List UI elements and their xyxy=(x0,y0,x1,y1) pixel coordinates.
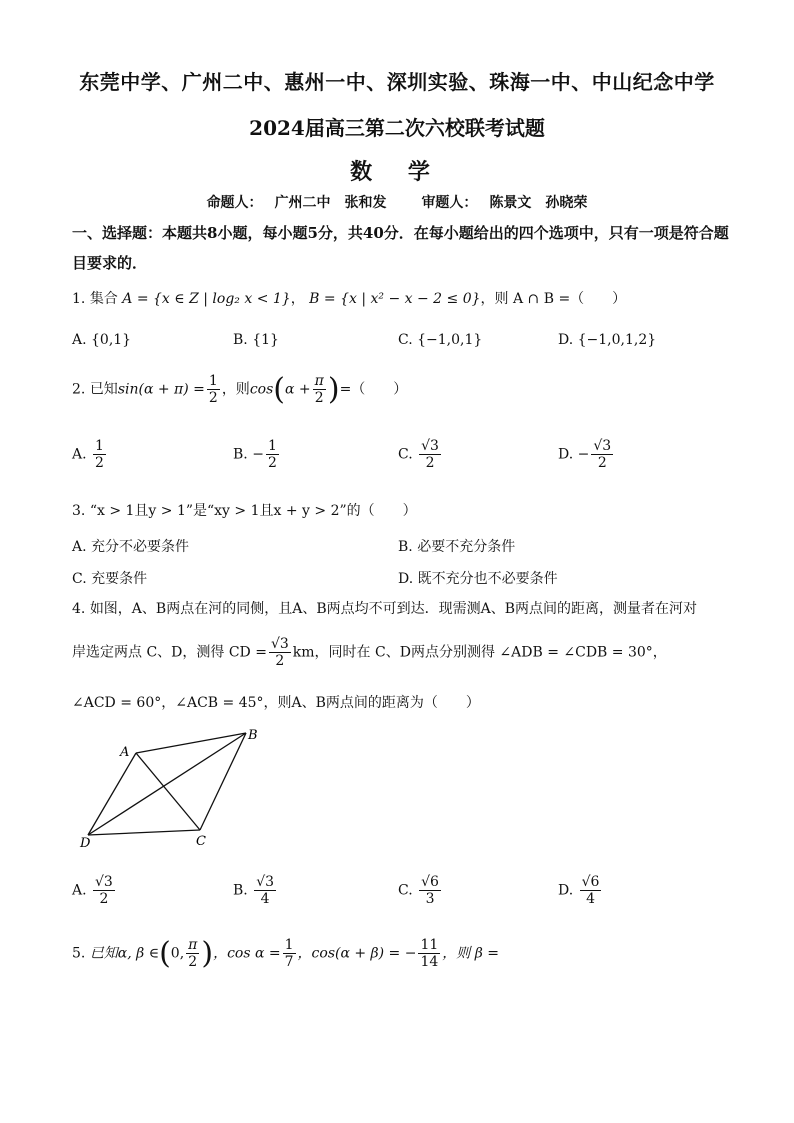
q1-option-a: A. {0,1} xyxy=(72,332,132,348)
q4-option-c: C. $\frac{√6}{3}$ xyxy=(398,874,439,907)
setter-names: 广州二中 张和发 xyxy=(274,195,387,211)
q4-option-b: B. $\frac{√3}{4}$ xyxy=(233,874,275,907)
q2-expr-inner: α + xyxy=(285,381,311,398)
exam-title: 2024届高三第二次六校联考试题 xyxy=(249,116,545,140)
q4-line1: 如图，A、B两点在河的同侧，且A、B两点均不可到达．现需测A、B两点间的距离，测量者在河对 xyxy=(89,601,698,617)
segment-ac xyxy=(136,753,200,830)
question-1 xyxy=(72,288,626,308)
q2-option-b: B. − $\frac{1}{2}$ xyxy=(233,438,277,471)
schools-title: 东莞中学、广州二中、惠州一中、深圳实验、珠海一中、中山纪念中学 xyxy=(79,70,715,94)
q1-option-c: C. {−1,0,1} xyxy=(398,332,483,348)
q1-option-d: D. {−1,0,1,2} xyxy=(558,332,657,348)
q3-number: 3. xyxy=(72,503,86,519)
q1-option-b: B. {1} xyxy=(233,332,279,348)
reviewer-names: 陈景文 孙晓荣 xyxy=(489,195,588,211)
q3-option-a: A. 充分不必要条件 xyxy=(72,539,190,555)
q5-tail: ，则 β = xyxy=(442,945,500,962)
q3-option-b: B. 必要不充分条件 xyxy=(398,539,516,555)
question-4 xyxy=(72,598,726,618)
question-2: 2. 已知sin(α + π) = $\frac{1}{2}$ ，则cos(α + $\frac{\pi}{2}$ )=（ ） xyxy=(72,372,408,407)
q5-number: 5. xyxy=(72,945,86,962)
segment-ad xyxy=(88,753,136,835)
q4-option-a: A. $\frac{√3}{2}$ xyxy=(72,874,113,907)
q2-option-a: A. $\frac{1}{2}$ xyxy=(72,438,104,471)
q4-line3: ∠ACD = 60°，∠ACB = 45°，则A、B两点间的距离为（ ） xyxy=(72,695,480,711)
q1-set-a: A = {x ∈ Z | log₂ x < 1} xyxy=(122,291,291,307)
q5-lead: 已知α, β ∈ xyxy=(89,945,160,962)
q4-option-d: D. $\frac{√6}{4}$ xyxy=(558,874,600,907)
q3-text: “x > 1且y > 1”是“xy > 1且x + y > 2”的（ ） xyxy=(89,503,417,519)
q5-cond1: ，cos α = xyxy=(213,945,281,962)
label-c: C xyxy=(196,834,206,849)
q2-condition: sin(α + π) = xyxy=(117,381,205,398)
q1-set-b: B = {x | x² − x − 2 ≤ 0} xyxy=(309,291,481,307)
question-3 xyxy=(72,500,417,520)
q3-option-c: C. 充要条件 xyxy=(72,571,148,587)
q1-tail: ，则 A ∩ B =（ ） xyxy=(480,291,627,307)
section-instructions: 一、选择题：本题共8小题，每小题5分，共40分．在每小题给出的四个选项中，只有一项是符合题目要求的． xyxy=(72,224,729,272)
segment-dc xyxy=(88,830,200,835)
q1-number: 1. xyxy=(72,291,86,307)
q2-lead: 已知 xyxy=(89,381,118,398)
q2-pi-fraction: $\frac{\pi}{2}$ xyxy=(314,373,324,406)
subject-title: 数 学 xyxy=(350,159,444,185)
authors-line xyxy=(0,192,794,212)
question-5: 5. 已知α, β ∈(0, $\frac{\pi}{2}$ )，cos α = $\frac{1}{7}$ ，cos(α + β) = − $\frac{11}{14}$ ，则 β = xyxy=(72,936,500,971)
q1-sep: ， xyxy=(290,291,305,307)
label-d: D xyxy=(80,836,91,850)
q4-number: 4. xyxy=(72,601,86,617)
setter-label: 命题人： xyxy=(206,195,263,211)
q5-cond2: ，cos(α + β) = − xyxy=(297,945,417,962)
label-b: B xyxy=(248,728,258,743)
q2-option-c: C. $\frac{√3}{2}$ xyxy=(398,438,439,471)
q4-figure xyxy=(78,725,268,850)
q2-cond-fraction: $\frac{1}{2}$ xyxy=(208,373,218,406)
q2-number: 2. xyxy=(72,381,86,398)
q2-tail: =（ ） xyxy=(339,381,408,398)
q2-expr: cos xyxy=(249,381,274,398)
q1-lead: 集合 xyxy=(89,291,118,307)
q2-option-d: D. − $\frac{√3}{2}$ xyxy=(558,438,612,471)
q4-line2: 岸选定两点 C、D，测得 CD = $\frac{√3}{2}$ km，同时在 C、D两点分别测得 ∠ADB = ∠CDB = 30°， xyxy=(72,636,667,669)
reviewer-label: 审题人： xyxy=(421,195,478,211)
q2-mid: ，则 xyxy=(221,381,250,398)
q3-option-d: D. 既不充分也不必要条件 xyxy=(398,571,558,587)
label-a: A xyxy=(120,745,130,760)
